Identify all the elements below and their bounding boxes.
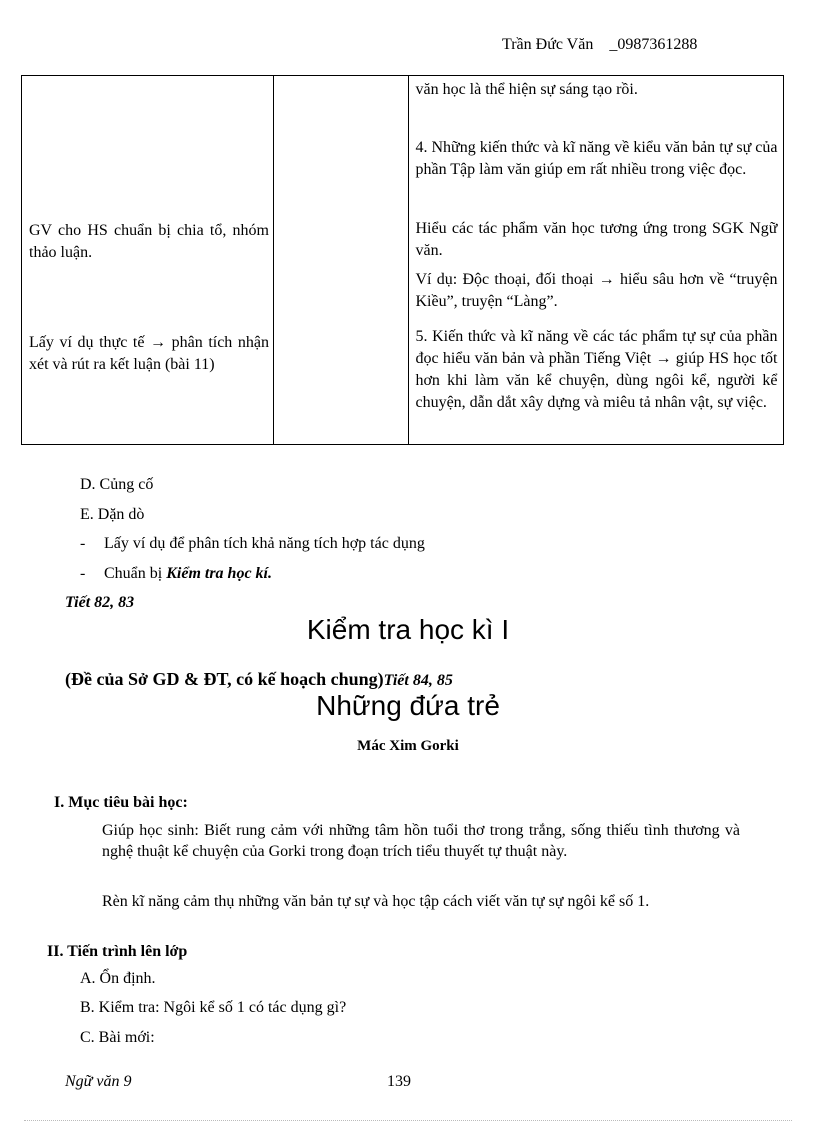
homework-text-2-emph: Kiểm tra học kí. (166, 565, 272, 582)
goal-text-1: Giúp học sinh: Biết rung cảm với những tâm hồn tuổi thơ trong trắng, sống thiếu tình thương và nghệ thuật kể chuyện của Gorki trong đoạn trích tiểu thuyết tự thuật này. (102, 822, 740, 860)
teacher-activity-1: GV cho HS chuẩn bị chia tổ, nhóm thảo luận. (29, 222, 269, 261)
header-author: Trần Đức Văn (502, 36, 594, 53)
footer-divider (24, 1120, 792, 1121)
lesson-table (21, 75, 784, 445)
content-cell (409, 76, 784, 445)
student-activity-cell (273, 76, 409, 445)
teacher-activity-cell (22, 76, 274, 445)
content-para-4: Ví dụ: Độc thoại, đối thoại → hiểu sâu hơn về “truyện Kiều”, truyện “Làng”. (415, 271, 778, 310)
homework-item-1 (80, 535, 425, 553)
section-procedure-heading: II. Tiến trình lên lớp (47, 943, 188, 960)
content-para-1: văn học là thể hiện sự sáng tạo rồi. (415, 81, 638, 98)
goal-text-2: Rèn kĩ năng cảm thụ những văn bản tự sự và học tập cách viết văn tự sự ngôi kể số 1. (102, 893, 650, 910)
goal-item-2 (80, 891, 740, 912)
footer-book-title: Ngữ văn 9 (65, 1073, 132, 1090)
content-para-3: Hiểu các tác phẩm văn học tương ứng trong SGK Ngữ văn. (415, 220, 778, 259)
section-goals-heading: I. Mục tiêu bài học: (54, 794, 188, 811)
page-number: 139 (387, 1073, 411, 1090)
homework-item-2 (80, 565, 272, 583)
content-para-2: 4. Những kiến thức và kĩ năng về kiểu văn bản tự sự của phần Tập làm văn giúp em rất nhiều trong việc đọc. (415, 139, 778, 178)
item-e: E. Dặn dò (80, 506, 145, 523)
dash-marker: - (80, 535, 86, 552)
page-header (502, 36, 697, 54)
lesson1-title: Kiểm tra học kì I (306, 614, 510, 645)
homework-text-1: Lấy ví dụ để phân tích khả năng tích hợp tác dụng (104, 535, 425, 552)
step-c: C. Bài mới: (80, 1029, 155, 1046)
item-d: D. Củng cố (80, 476, 154, 493)
lesson1-period: Tiết 82, 83 (65, 594, 135, 611)
lesson1-source: (Đề của Sở GD & ĐT, có kế hoạch chung) (65, 669, 384, 689)
content-para-5: 5. Kiến thức và kĩ năng về các tác phẩm tự sự của phần đọc hiểu văn bản và phần Tiếng Việt → giúp HS học tốt hơn khi làm văn kể chuyện, dùng ngôi kể, người kể chuyện, dẫn dắt xây dựng và miêu tả nhân vật, sự việc. (415, 328, 778, 411)
lesson2-period: Tiết 84, 85 (383, 672, 453, 689)
lesson2-title: Những đứa trẻ (316, 690, 500, 721)
step-a: A. Ổn định. (80, 970, 156, 987)
homework-text-2-prefix: Chuẩn bị (104, 565, 167, 582)
goal-item-1 (80, 820, 740, 862)
teacher-activity-2: Lấy ví dụ thực tế → phân tích nhận xét và rút ra kết luận (bài 11) (29, 334, 269, 373)
lesson2-author: Mác Xim Gorki (357, 738, 459, 754)
table-row (22, 76, 784, 445)
dash-marker: - (80, 565, 86, 582)
step-b: B. Kiểm tra: Ngôi kể số 1 có tác dụng gì? (80, 999, 347, 1016)
header-phone: _0987361288 (609, 36, 698, 53)
lesson1-source-line (65, 669, 453, 690)
